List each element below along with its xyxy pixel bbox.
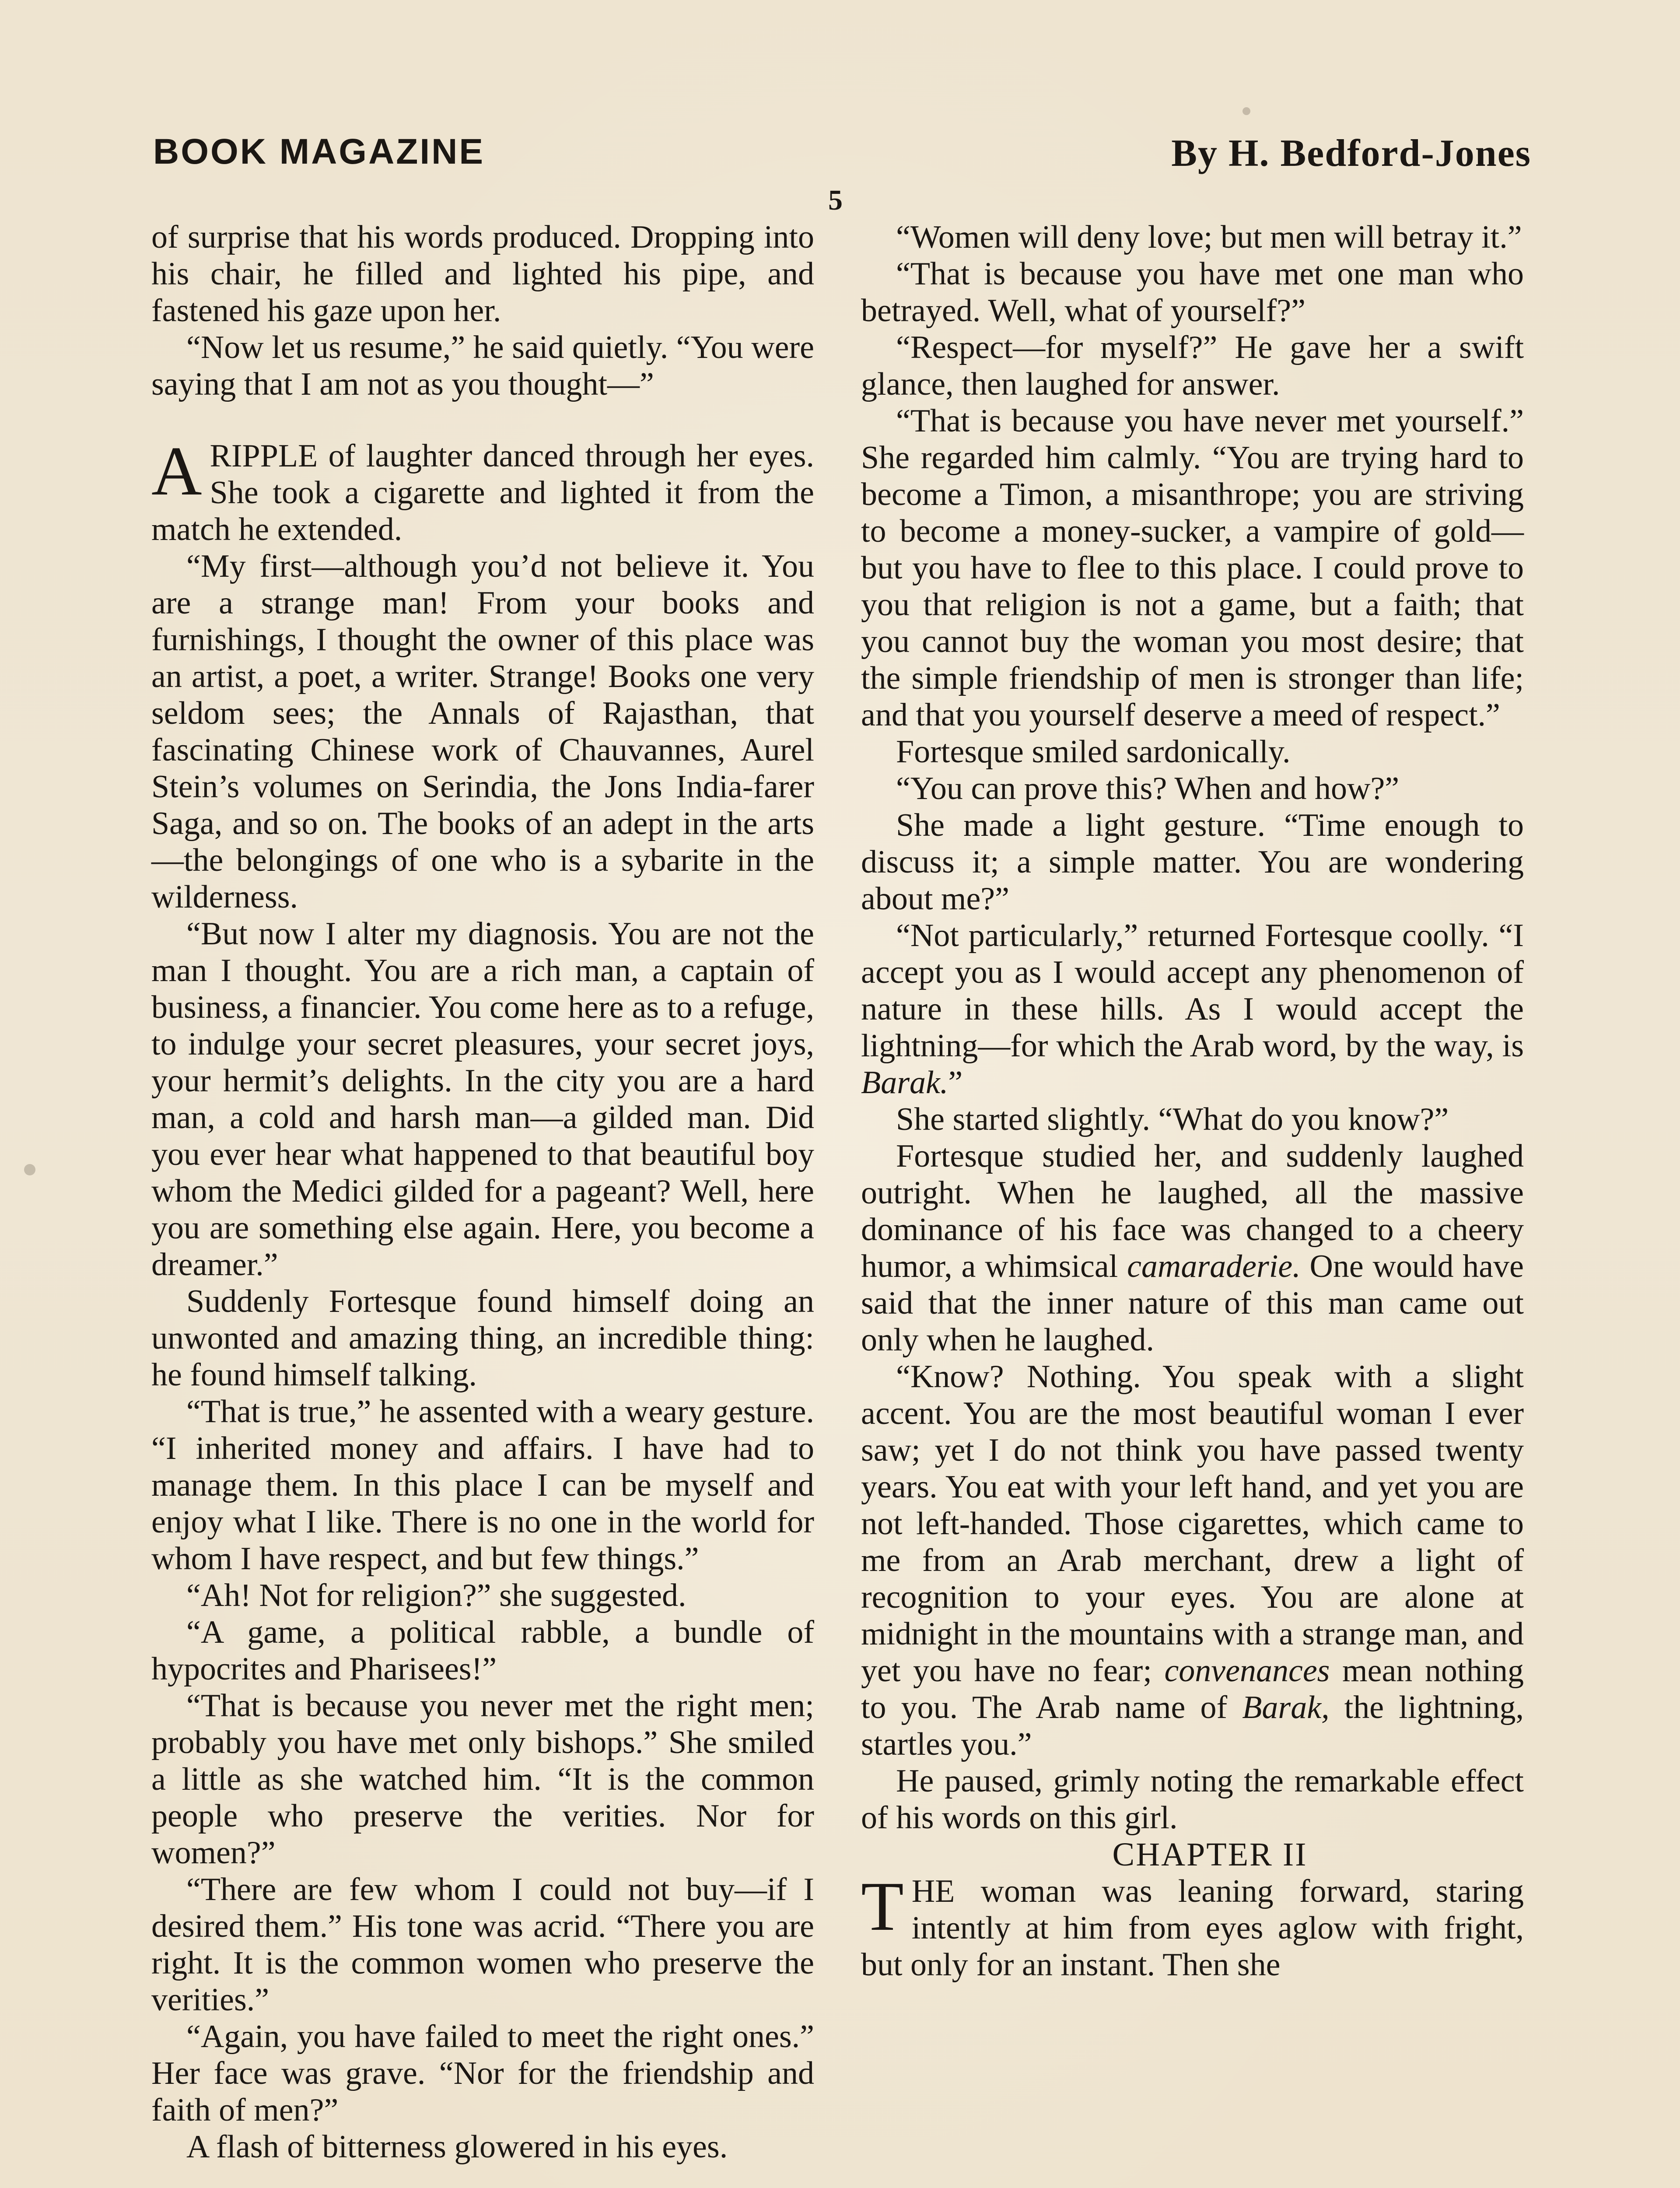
paragraph [861,1138,1524,1358]
paragraph-text: One would have said that the inner nature of this man came out only when he laughed. [861,1248,1524,1358]
paragraph-text: the lightning, startles you.” [861,1690,1524,1762]
paragraph-text: RIPPLE of laughter danced through her eyes. She took a cigarette and lighted it from the match he extended. [151,438,814,547]
paragraph: Suddenly Fortesque found himself doing an unwonted and amazing thing, an incredible thing: he found himself talking. [151,1283,814,1393]
paragraph: Fortesque smiled sardonically. [896,734,1291,770]
italic-word: convenances [1164,1653,1330,1689]
page-number: 5 [828,184,843,216]
paragraph: “My first—although you’d not believe it. You are a strange man! From your books and furnishings, I thought the owner of this place was an artist, a poet, a writer. Strange! Books one very seldom sees; the Annals of Rajasthan, that fascinating Chinese work of Chauvannes, Aurel Stein’s volumes on Serindia, the Jons India-farer Saga, and so on. The books of an adept in the arts—the belongings of one who is a sybarite in the wilderness. [151,548,814,915]
author-byline: By H. Bedford-Jones [1171,132,1531,175]
paragraph: “You can prove this? When and how?” [896,771,1400,806]
paragraph: “There are few whom I could not buy—if I desired them.” His tone was acrid. “There you are right. It is the common women who preserve the verities.” [151,1872,814,2018]
paragraph: “That is true,” he assented with a weary gesture. “I inherited money and affairs. I have had to manage them. In this place I can be myself and enjoy what I like. There is no one in the world for whom I have respect, and but few things.” [151,1394,814,1577]
italic-word: camaraderie. [1127,1248,1301,1284]
paragraph-text: HE woman was leaning forward, staring intently at him from eyes aglow with fright, but only for an instant. Then she [861,1873,1524,1983]
chapter-heading: CHAPTER II [1112,1836,1308,1873]
paragraph: “Again, you have failed to meet the right ones.” Her face was grave. “Nor for the friendship and faith of men?” [151,2019,814,2128]
paragraph: “Ah! Not for religion?” she suggested. [186,1578,686,1613]
paragraph: “Respect—for myself?” He gave her a swift glance, then laughed for answer. [861,330,1524,402]
paragraph: “Now let us resume,” he said quietly. “You were saying that I am not as you thought—” [151,330,814,402]
paragraph: He paused, grimly noting the remarkable effect of his words on this girl. [861,1763,1524,1836]
paper-speck [1242,107,1250,115]
right-column [861,219,1524,1983]
paragraph-text: “Know? Nothing. You speak with a slight accent. You are the most beautiful woman I ever saw; yet I do not think you have passed twenty years. You eat with your left hand, and yet you are not left-handed. Those cigarettes, which came to me from an Arab merchant, drew a light of recognition to your eyes. You are alone at midnight in the mountains with a strange man, and yet you have no fear; [861,1359,1524,1689]
paragraph: “A game, a political rabble, a bundle of hypocrites and Pharisees!” [151,1614,814,1687]
paragraph: of surprise that his words produced. Dropping into his chair, he filled and lighted his pipe, and fastened his gaze upon her. [151,219,814,329]
paragraph [861,1358,1524,1763]
paragraph-text: “Not particularly,” returned Fortesque coolly. “I accept you as I would accept any phenomenon of nature in these hills. As I would accept the lightning—for which the Arab word, by the way, is [861,918,1524,1064]
italic-word: Barak. [861,1065,948,1101]
paragraph-text: mean nothing to you. The Arab name of [861,1653,1524,1725]
paragraph-dropcap [861,1867,1524,1983]
italic-word: Barak, [1242,1690,1330,1725]
paragraph: “Women will deny love; but men will betray it.” [896,219,1522,255]
paragraph: A flash of bitterness glowered in his eyes. [186,2129,728,2165]
paragraph-dropcap [151,432,814,548]
paragraph: “But now I alter my diagnosis. You are not the man I thought. You are a rich man, a captain of business, a financier. You come here as to a refuge, to indulge your secret pleasures, your secret joys, your hermit’s delights. In the city you are a hard man, a cold and harsh man—a gilded man. Did you ever hear what happened to that beautiful boy whom the Medici gilded for a pageant? Well, here you are something else again. Here, you become a dreamer.” [151,916,814,1283]
paragraph: “That is because you have never met yourself.” She regarded him calmly. “You are trying hard to become a Timon, a misanthrope; you are striving to become a money-sucker, a vampire of gold—but you have to flee to this place. I could prove to you that religion is not a game, but a faith; that you cannot buy the woman you most desire; that the simple friendship of men is stronger than life; and that you yourself deserve a meed of respect.” [861,403,1524,733]
paragraph: “That is because you have met one man who betrayed. Well, what of yourself?” [861,256,1524,329]
paragraph [861,917,1524,1101]
paper-speck [24,1164,35,1175]
paragraph: She made a light gesture. “Time enough to discuss it; a simple matter. You are wondering about me?” [861,807,1524,917]
paragraph: “That is because you never met the right men; probably you have met only bishops.” She smiled a little as she watched him. “It is the common people who preserve the verities. Nor for women?” [151,1688,814,1871]
drop-cap: T [861,1867,904,1945]
left-column [151,219,814,2165]
magazine-title: BOOK MAGAZINE [153,132,485,172]
paragraph-text: ” [948,1065,963,1101]
paragraph-text: Fortesque studied her, and suddenly laughed outright. When he laughed, all the massive dominance of his face was changed to a cheery humor, a whimsical [861,1138,1524,1284]
drop-cap: A [151,432,202,510]
paragraph: She started slightly. “What do you know?” [896,1101,1449,1137]
